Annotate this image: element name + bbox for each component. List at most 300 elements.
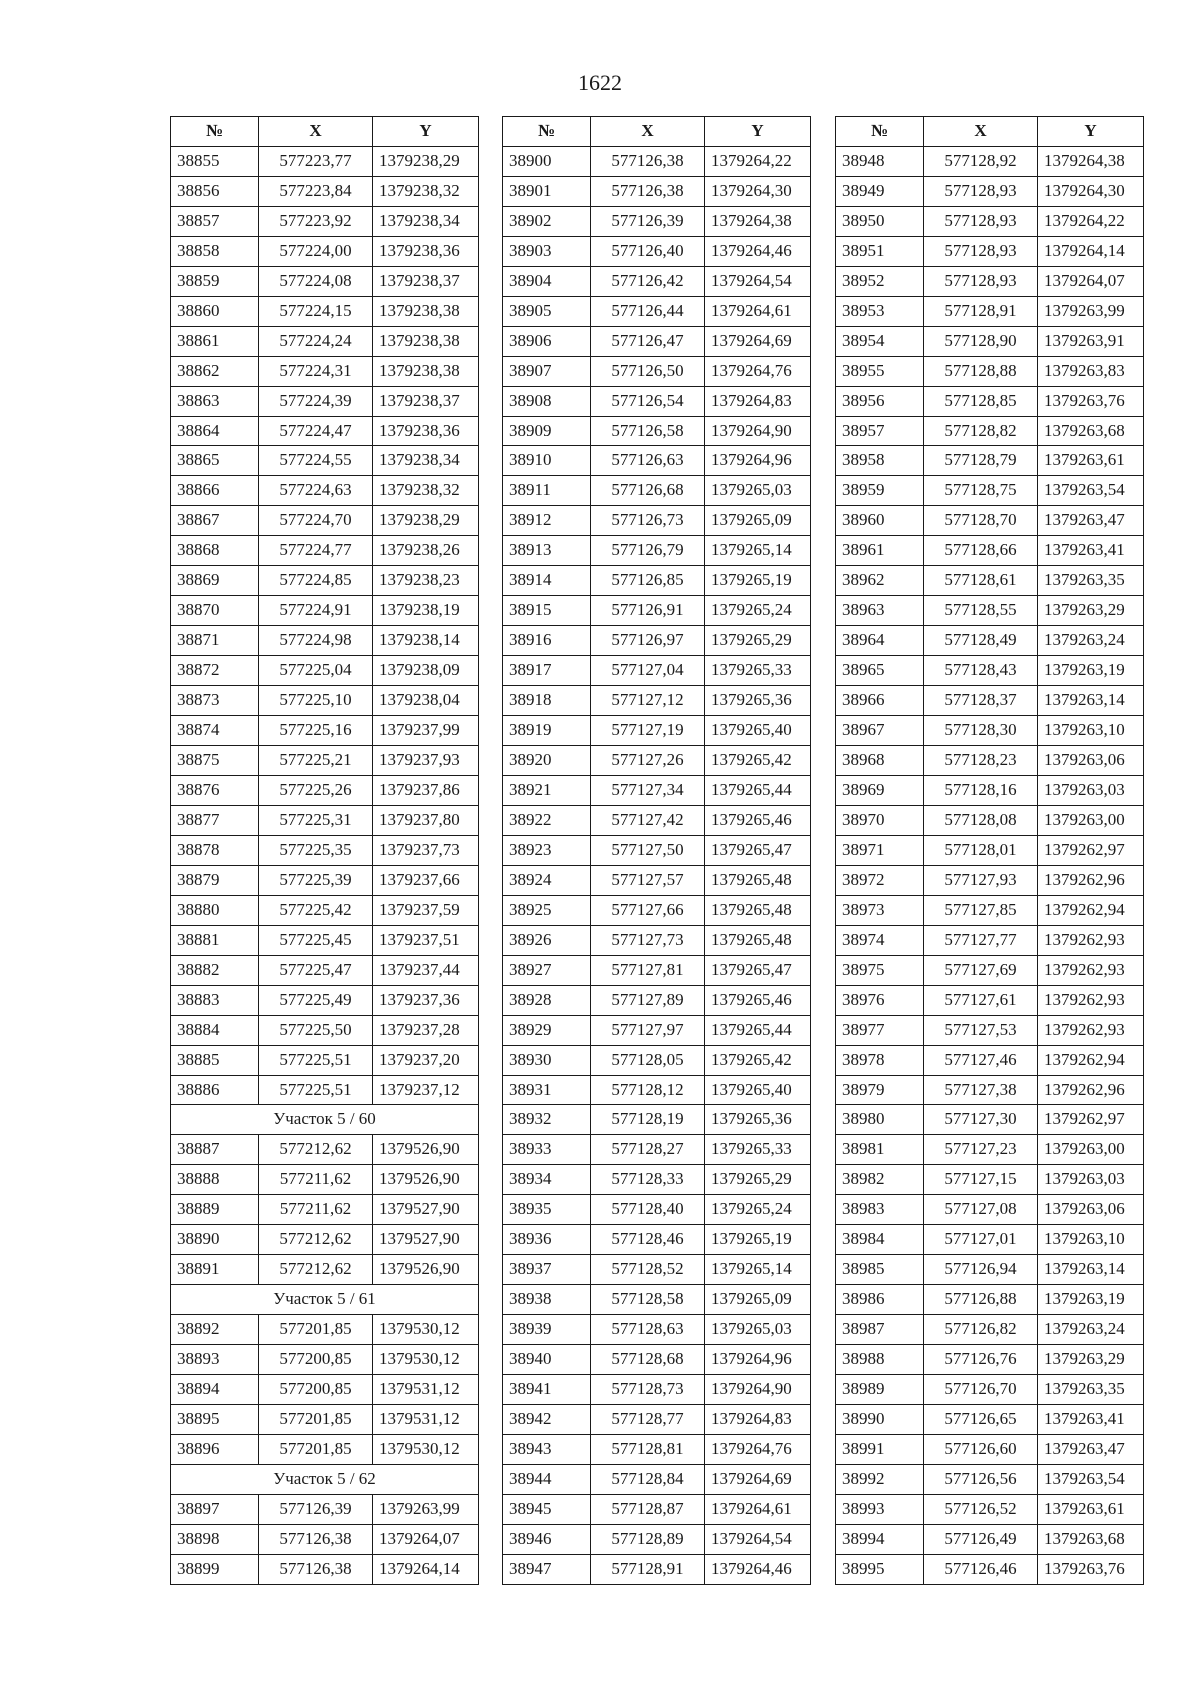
x-coordinate-cell: 577127,26 [591, 746, 705, 776]
y-coordinate-cell: 1379265,09 [705, 506, 811, 536]
table-row [836, 716, 1144, 746]
x-coordinate-cell: 577128,92 [924, 146, 1038, 176]
x-coordinate-cell: 577128,46 [591, 1225, 705, 1255]
y-coordinate-cell: 1379264,30 [705, 176, 811, 206]
point-number-cell: 38973 [836, 895, 924, 925]
point-number-cell: 38893 [171, 1345, 259, 1375]
y-coordinate-cell: 1379265,42 [705, 1045, 811, 1075]
y-coordinate-cell: 1379262,96 [1038, 865, 1144, 895]
table-row [836, 1285, 1144, 1315]
x-coordinate-cell: 577126,82 [924, 1315, 1038, 1345]
x-coordinate-cell: 577201,85 [259, 1434, 373, 1464]
y-coordinate-cell: 1379527,90 [373, 1195, 479, 1225]
table-row [171, 865, 479, 895]
y-coordinate-cell: 1379238,09 [373, 656, 479, 686]
x-coordinate-cell: 577126,56 [924, 1464, 1038, 1494]
x-coordinate-cell: 577127,46 [924, 1045, 1038, 1075]
y-coordinate-cell: 1379263,35 [1038, 566, 1144, 596]
table-row [503, 895, 811, 925]
point-number-cell: 38868 [171, 536, 259, 566]
x-coordinate-cell: 577128,37 [924, 686, 1038, 716]
point-number-cell: 38875 [171, 746, 259, 776]
point-number-cell: 38989 [836, 1375, 924, 1405]
header-number: № [171, 117, 259, 147]
point-number-cell: 38967 [836, 716, 924, 746]
header-y: Y [1038, 117, 1144, 147]
x-coordinate-cell: 577128,16 [924, 775, 1038, 805]
table-row [836, 1255, 1144, 1285]
x-coordinate-cell: 577128,90 [924, 326, 1038, 356]
point-number-cell: 38964 [836, 626, 924, 656]
y-coordinate-cell: 1379237,73 [373, 835, 479, 865]
x-coordinate-cell: 577224,00 [259, 236, 373, 266]
point-number-cell: 38988 [836, 1345, 924, 1375]
y-coordinate-cell: 1379263,61 [1038, 1494, 1144, 1524]
y-coordinate-cell: 1379263,47 [1038, 506, 1144, 536]
x-coordinate-cell: 577127,61 [924, 985, 1038, 1015]
x-coordinate-cell: 577200,85 [259, 1345, 373, 1375]
x-coordinate-cell: 577126,47 [591, 326, 705, 356]
x-coordinate-cell: 577126,97 [591, 626, 705, 656]
point-number-cell: 38918 [503, 686, 591, 716]
y-coordinate-cell: 1379265,42 [705, 746, 811, 776]
table-row [503, 1375, 811, 1405]
x-coordinate-cell: 577224,63 [259, 476, 373, 506]
point-number-cell: 38929 [503, 1015, 591, 1045]
point-number-cell: 38978 [836, 1045, 924, 1075]
y-coordinate-cell: 1379265,14 [705, 536, 811, 566]
point-number-cell: 38925 [503, 895, 591, 925]
table-row [171, 925, 479, 955]
y-coordinate-cell: 1379263,24 [1038, 626, 1144, 656]
point-number-cell: 38961 [836, 536, 924, 566]
y-coordinate-cell: 1379238,32 [373, 476, 479, 506]
y-coordinate-cell: 1379263,06 [1038, 746, 1144, 776]
table-row [171, 686, 479, 716]
point-number-cell: 38944 [503, 1464, 591, 1494]
point-number-cell: 38983 [836, 1195, 924, 1225]
x-coordinate-cell: 577128,40 [591, 1195, 705, 1225]
y-coordinate-cell: 1379263,00 [1038, 805, 1144, 835]
x-coordinate-cell: 577128,33 [591, 1165, 705, 1195]
y-coordinate-cell: 1379238,26 [373, 536, 479, 566]
point-number-cell: 38864 [171, 416, 259, 446]
point-number-cell: 38874 [171, 716, 259, 746]
page-number: 1622 [578, 70, 622, 95]
y-coordinate-cell: 1379237,44 [373, 955, 479, 985]
table-row [171, 356, 479, 386]
table-row [503, 925, 811, 955]
point-number-cell: 38915 [503, 596, 591, 626]
x-coordinate-cell: 577126,38 [259, 1524, 373, 1554]
y-coordinate-cell: 1379264,83 [705, 1404, 811, 1434]
x-coordinate-cell: 577127,38 [924, 1075, 1038, 1105]
table-row [171, 416, 479, 446]
point-number-cell: 38952 [836, 266, 924, 296]
x-coordinate-cell: 577201,85 [259, 1404, 373, 1434]
point-number-cell: 38970 [836, 805, 924, 835]
table-row [171, 1015, 479, 1045]
section-label: Участок 5 / 61 [171, 1285, 479, 1315]
y-coordinate-cell: 1379265,29 [705, 1165, 811, 1195]
point-number-cell: 38994 [836, 1524, 924, 1554]
y-coordinate-cell: 1379263,14 [1038, 1255, 1144, 1285]
point-number-cell: 38886 [171, 1075, 259, 1105]
y-coordinate-cell: 1379263,76 [1038, 1554, 1144, 1584]
table-row [503, 1255, 811, 1285]
table-row [503, 1404, 811, 1434]
point-number-cell: 38889 [171, 1195, 259, 1225]
x-coordinate-cell: 577128,75 [924, 476, 1038, 506]
x-coordinate-cell: 577224,24 [259, 326, 373, 356]
y-coordinate-cell: 1379265,44 [705, 1015, 811, 1045]
table-row [171, 1075, 479, 1105]
table-row [836, 1165, 1144, 1195]
y-coordinate-cell: 1379264,30 [1038, 176, 1144, 206]
y-coordinate-cell: 1379263,03 [1038, 1165, 1144, 1195]
table-row [836, 805, 1144, 835]
y-coordinate-cell: 1379263,19 [1038, 656, 1144, 686]
point-number-cell: 38906 [503, 326, 591, 356]
table-row [836, 146, 1144, 176]
table-row [171, 206, 479, 236]
x-coordinate-cell: 577126,85 [591, 566, 705, 596]
y-coordinate-cell: 1379262,93 [1038, 925, 1144, 955]
x-coordinate-cell: 577126,50 [591, 356, 705, 386]
y-coordinate-cell: 1379263,41 [1038, 536, 1144, 566]
table-row [171, 596, 479, 626]
y-coordinate-cell: 1379265,09 [705, 1285, 811, 1315]
x-coordinate-cell: 577127,50 [591, 835, 705, 865]
y-coordinate-cell: 1379265,03 [705, 476, 811, 506]
y-coordinate-cell: 1379238,37 [373, 266, 479, 296]
y-coordinate-cell: 1379263,00 [1038, 1135, 1144, 1165]
point-number-cell: 38865 [171, 446, 259, 476]
point-number-cell: 38976 [836, 985, 924, 1015]
point-number-cell: 38907 [503, 356, 591, 386]
y-coordinate-cell: 1379263,14 [1038, 686, 1144, 716]
y-coordinate-cell: 1379238,23 [373, 566, 479, 596]
x-coordinate-cell: 577127,12 [591, 686, 705, 716]
table-row [171, 805, 479, 835]
point-number-cell: 38914 [503, 566, 591, 596]
x-coordinate-cell: 577224,15 [259, 296, 373, 326]
table-row [503, 206, 811, 236]
y-coordinate-cell: 1379262,94 [1038, 1045, 1144, 1075]
x-coordinate-cell: 577126,94 [924, 1255, 1038, 1285]
x-coordinate-cell: 577128,70 [924, 506, 1038, 536]
y-coordinate-cell: 1379265,48 [705, 865, 811, 895]
point-number-cell: 38858 [171, 236, 259, 266]
x-coordinate-cell: 577127,57 [591, 865, 705, 895]
x-coordinate-cell: 577128,93 [924, 176, 1038, 206]
table-row [836, 1375, 1144, 1405]
y-coordinate-cell: 1379263,47 [1038, 1434, 1144, 1464]
y-coordinate-cell: 1379526,90 [373, 1165, 479, 1195]
point-number-cell: 38979 [836, 1075, 924, 1105]
coordinates-table-2 [502, 116, 811, 1585]
table-row [503, 955, 811, 985]
point-number-cell: 38977 [836, 1015, 924, 1045]
point-number-cell: 38982 [836, 1165, 924, 1195]
point-number-cell: 38928 [503, 985, 591, 1015]
y-coordinate-cell: 1379265,19 [705, 566, 811, 596]
table-row [836, 296, 1144, 326]
point-number-cell: 38958 [836, 446, 924, 476]
x-coordinate-cell: 577126,79 [591, 536, 705, 566]
table-row [836, 1135, 1144, 1165]
header-x: X [591, 117, 705, 147]
header-y: Y [705, 117, 811, 147]
y-coordinate-cell: 1379265,24 [705, 596, 811, 626]
y-coordinate-cell: 1379237,28 [373, 1015, 479, 1045]
table-row [503, 1554, 811, 1584]
y-coordinate-cell: 1379262,97 [1038, 835, 1144, 865]
y-coordinate-cell: 1379264,46 [705, 1554, 811, 1584]
table-row [836, 236, 1144, 266]
x-coordinate-cell: 577224,91 [259, 596, 373, 626]
x-coordinate-cell: 577225,31 [259, 805, 373, 835]
x-coordinate-cell: 577223,84 [259, 176, 373, 206]
table-row [171, 476, 479, 506]
x-coordinate-cell: 577126,73 [591, 506, 705, 536]
y-coordinate-cell: 1379238,37 [373, 386, 479, 416]
y-coordinate-cell: 1379265,40 [705, 1075, 811, 1105]
table-row [171, 506, 479, 536]
point-number-cell: 38960 [836, 506, 924, 536]
point-number-cell: 38938 [503, 1285, 591, 1315]
y-coordinate-cell: 1379530,12 [373, 1315, 479, 1345]
table-row [836, 895, 1144, 925]
y-coordinate-cell: 1379264,83 [705, 386, 811, 416]
table-row [171, 146, 479, 176]
point-number-cell: 38909 [503, 416, 591, 446]
table-row [503, 686, 811, 716]
point-number-cell: 38863 [171, 386, 259, 416]
point-number-cell: 38981 [836, 1135, 924, 1165]
table-row [171, 446, 479, 476]
x-coordinate-cell: 577224,47 [259, 416, 373, 446]
y-coordinate-cell: 1379263,91 [1038, 326, 1144, 356]
table-row [503, 865, 811, 895]
table-row [503, 1494, 811, 1524]
point-number-cell: 38921 [503, 775, 591, 805]
x-coordinate-cell: 577128,52 [591, 1255, 705, 1285]
point-number-cell: 38876 [171, 775, 259, 805]
y-coordinate-cell: 1379264,96 [705, 1345, 811, 1375]
point-number-cell: 38891 [171, 1255, 259, 1285]
y-coordinate-cell: 1379262,93 [1038, 985, 1144, 1015]
table-row [503, 146, 811, 176]
x-coordinate-cell: 577224,39 [259, 386, 373, 416]
point-number-cell: 38939 [503, 1315, 591, 1345]
x-coordinate-cell: 577128,87 [591, 1494, 705, 1524]
x-coordinate-cell: 577128,84 [591, 1464, 705, 1494]
x-coordinate-cell: 577127,15 [924, 1165, 1038, 1195]
point-number-cell: 38910 [503, 446, 591, 476]
point-number-cell: 38862 [171, 356, 259, 386]
y-coordinate-cell: 1379263,29 [1038, 596, 1144, 626]
y-coordinate-cell: 1379263,61 [1038, 446, 1144, 476]
point-number-cell: 38927 [503, 955, 591, 985]
table-row [836, 1105, 1144, 1135]
y-coordinate-cell: 1379238,34 [373, 206, 479, 236]
point-number-cell: 38916 [503, 626, 591, 656]
point-number-cell: 38913 [503, 536, 591, 566]
point-number-cell: 38947 [503, 1554, 591, 1584]
table-row [836, 1195, 1144, 1225]
y-coordinate-cell: 1379264,46 [705, 236, 811, 266]
table-row [503, 835, 811, 865]
table-row [836, 446, 1144, 476]
table-row [503, 1285, 811, 1315]
table-row [503, 176, 811, 206]
point-number-cell: 38924 [503, 865, 591, 895]
point-number-cell: 38866 [171, 476, 259, 506]
x-coordinate-cell: 577127,89 [591, 985, 705, 1015]
x-coordinate-cell: 577224,31 [259, 356, 373, 386]
point-number-cell: 38871 [171, 626, 259, 656]
table-row [836, 1464, 1144, 1494]
header-number: № [836, 117, 924, 147]
x-coordinate-cell: 577127,19 [591, 716, 705, 746]
x-coordinate-cell: 577126,63 [591, 446, 705, 476]
x-coordinate-cell: 577224,70 [259, 506, 373, 536]
x-coordinate-cell: 577128,43 [924, 656, 1038, 686]
x-coordinate-cell: 577128,66 [924, 536, 1038, 566]
x-coordinate-cell: 577128,93 [924, 206, 1038, 236]
x-coordinate-cell: 577126,42 [591, 266, 705, 296]
section-row [171, 1105, 479, 1135]
table-row [503, 596, 811, 626]
point-number-cell: 38949 [836, 176, 924, 206]
table-row [503, 1524, 811, 1554]
y-coordinate-cell: 1379263,41 [1038, 1404, 1144, 1434]
x-coordinate-cell: 577126,65 [924, 1404, 1038, 1434]
section-row [171, 1464, 479, 1494]
table-row [503, 985, 811, 1015]
table-row [171, 236, 479, 266]
y-coordinate-cell: 1379265,33 [705, 656, 811, 686]
table-row [503, 1195, 811, 1225]
y-coordinate-cell: 1379263,68 [1038, 1524, 1144, 1554]
y-coordinate-cell: 1379264,07 [373, 1524, 479, 1554]
y-coordinate-cell: 1379262,97 [1038, 1105, 1144, 1135]
y-coordinate-cell: 1379264,54 [705, 1524, 811, 1554]
table-row [171, 985, 479, 1015]
y-coordinate-cell: 1379263,03 [1038, 775, 1144, 805]
table-row [503, 1045, 811, 1075]
y-coordinate-cell: 1379264,76 [705, 1434, 811, 1464]
table-row [836, 955, 1144, 985]
table-row [503, 746, 811, 776]
coordinates-table-1 [170, 116, 479, 1585]
point-number-cell: 38887 [171, 1135, 259, 1165]
point-number-cell: 38969 [836, 775, 924, 805]
x-coordinate-cell: 577127,08 [924, 1195, 1038, 1225]
x-coordinate-cell: 577128,58 [591, 1285, 705, 1315]
x-coordinate-cell: 577128,05 [591, 1045, 705, 1075]
table-row [836, 206, 1144, 236]
x-coordinate-cell: 577128,73 [591, 1375, 705, 1405]
y-coordinate-cell: 1379237,51 [373, 925, 479, 955]
point-number-cell: 38877 [171, 805, 259, 835]
point-number-cell: 38872 [171, 656, 259, 686]
x-coordinate-cell: 577225,51 [259, 1045, 373, 1075]
x-coordinate-cell: 577127,30 [924, 1105, 1038, 1135]
x-coordinate-cell: 577126,38 [259, 1554, 373, 1584]
x-coordinate-cell: 577212,62 [259, 1255, 373, 1285]
point-number-cell: 38923 [503, 835, 591, 865]
table-row [171, 386, 479, 416]
y-coordinate-cell: 1379263,06 [1038, 1195, 1144, 1225]
point-number-cell: 38919 [503, 716, 591, 746]
x-coordinate-cell: 577225,47 [259, 955, 373, 985]
x-coordinate-cell: 577128,30 [924, 716, 1038, 746]
point-number-cell: 38879 [171, 865, 259, 895]
y-coordinate-cell: 1379237,86 [373, 775, 479, 805]
point-number-cell: 38908 [503, 386, 591, 416]
y-coordinate-cell: 1379263,99 [373, 1494, 479, 1524]
y-coordinate-cell: 1379265,19 [705, 1225, 811, 1255]
x-coordinate-cell: 577127,34 [591, 775, 705, 805]
y-coordinate-cell: 1379264,90 [705, 1375, 811, 1405]
y-coordinate-cell: 1379237,59 [373, 895, 479, 925]
x-coordinate-cell: 577126,88 [924, 1285, 1038, 1315]
section-label: Участок 5 / 62 [171, 1464, 479, 1494]
table-row [836, 356, 1144, 386]
section-row [171, 1285, 479, 1315]
x-coordinate-cell: 577127,01 [924, 1225, 1038, 1255]
table-row [836, 416, 1144, 446]
point-number-cell: 38885 [171, 1045, 259, 1075]
point-number-cell: 38985 [836, 1255, 924, 1285]
y-coordinate-cell: 1379237,66 [373, 865, 479, 895]
point-number-cell: 38971 [836, 835, 924, 865]
y-coordinate-cell: 1379263,35 [1038, 1375, 1144, 1405]
header-number: № [503, 117, 591, 147]
table-row [171, 1315, 479, 1345]
point-number-cell: 38986 [836, 1285, 924, 1315]
table-row [836, 1045, 1144, 1075]
y-coordinate-cell: 1379526,90 [373, 1135, 479, 1165]
x-coordinate-cell: 577128,49 [924, 626, 1038, 656]
x-coordinate-cell: 577224,98 [259, 626, 373, 656]
y-coordinate-cell: 1379238,38 [373, 296, 479, 326]
point-number-cell: 38856 [171, 176, 259, 206]
y-coordinate-cell: 1379264,76 [705, 356, 811, 386]
x-coordinate-cell: 577127,97 [591, 1015, 705, 1045]
x-coordinate-cell: 577128,68 [591, 1345, 705, 1375]
point-number-cell: 38963 [836, 596, 924, 626]
x-coordinate-cell: 577128,81 [591, 1434, 705, 1464]
table-row [836, 1075, 1144, 1105]
y-coordinate-cell: 1379265,48 [705, 895, 811, 925]
x-coordinate-cell: 577127,73 [591, 925, 705, 955]
y-coordinate-cell: 1379262,93 [1038, 1015, 1144, 1045]
y-coordinate-cell: 1379264,07 [1038, 266, 1144, 296]
point-number-cell: 38965 [836, 656, 924, 686]
table-row [503, 236, 811, 266]
x-coordinate-cell: 577212,62 [259, 1135, 373, 1165]
table-row [503, 775, 811, 805]
point-number-cell: 38870 [171, 596, 259, 626]
table-row [503, 566, 811, 596]
table-row [503, 1135, 811, 1165]
point-number-cell: 38954 [836, 326, 924, 356]
table-row [836, 1494, 1144, 1524]
point-number-cell: 38941 [503, 1375, 591, 1405]
